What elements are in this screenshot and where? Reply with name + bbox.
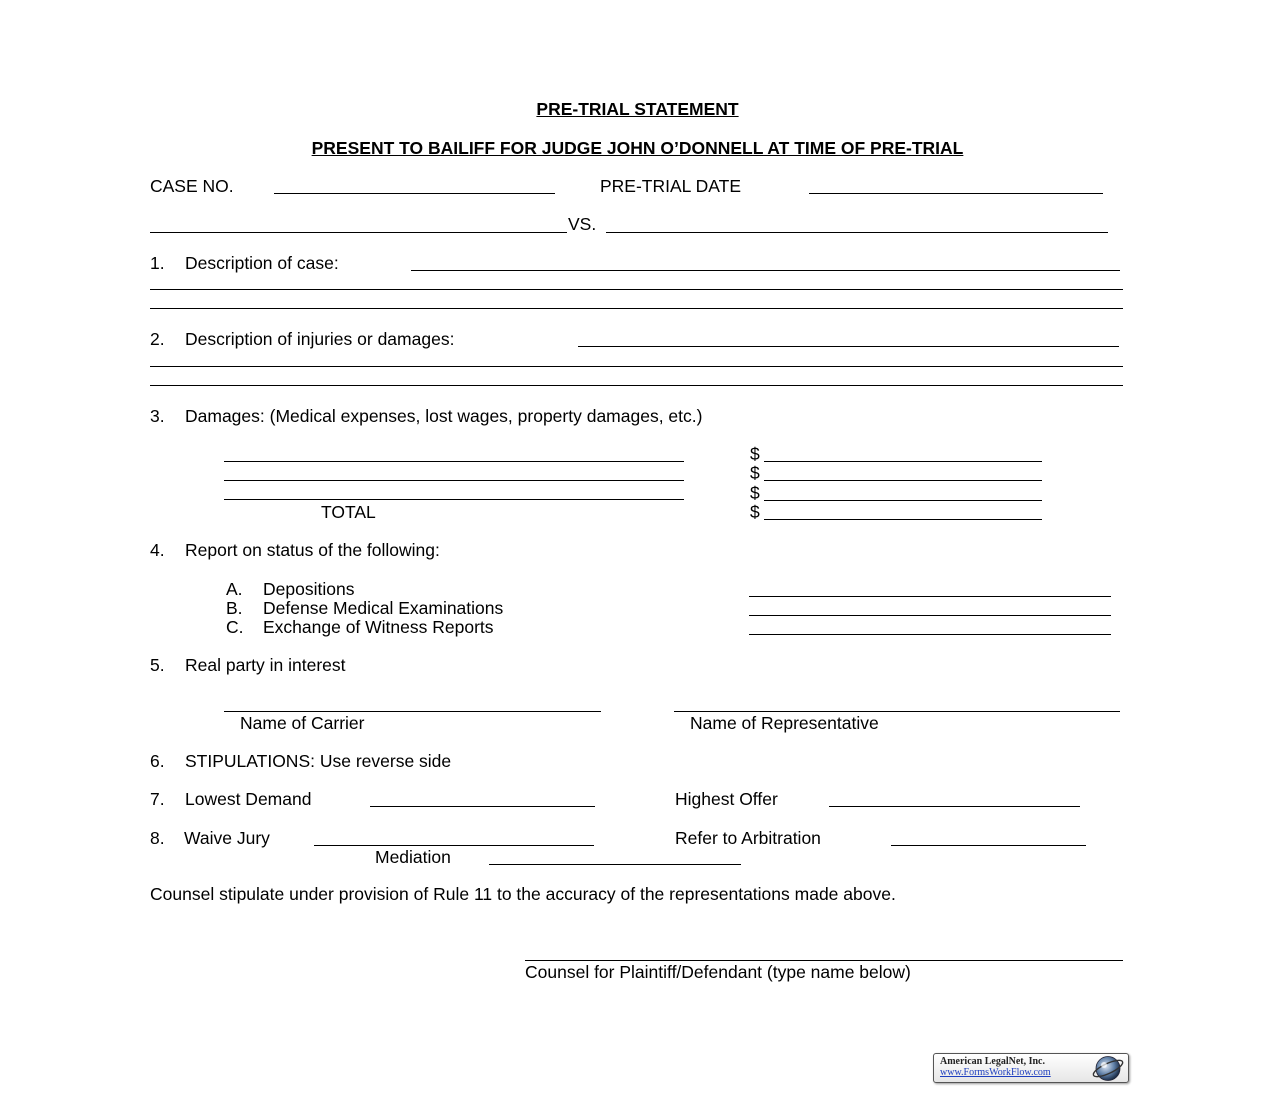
- representative-label: Name of Representative: [690, 713, 879, 733]
- item-c-letter: C.: [226, 617, 244, 637]
- injuries-description-field[interactable]: [578, 346, 1119, 347]
- company-name: American LegalNet, Inc.: [940, 1056, 1045, 1067]
- injuries-description-line-2[interactable]: [150, 366, 1123, 367]
- total-label: TOTAL: [321, 502, 376, 522]
- company-url-link[interactable]: www.FormsWorkFlow.com: [940, 1067, 1051, 1078]
- damage-total-field[interactable]: [764, 519, 1042, 520]
- pretrial-date-field[interactable]: [809, 193, 1103, 194]
- signature-label: Counsel for Plaintiff/Defendant (type name below): [525, 962, 911, 982]
- damage-item-2-field[interactable]: [224, 480, 684, 481]
- case-no-field[interactable]: [274, 193, 555, 194]
- mediation-field[interactable]: [489, 864, 741, 865]
- case-no-label: CASE NO.: [150, 176, 234, 196]
- section-4-label: Report on status of the following:: [185, 540, 440, 560]
- dollar-sign: $: [750, 463, 760, 483]
- refer-arbitration-field[interactable]: [891, 845, 1086, 846]
- waive-jury-field[interactable]: [314, 845, 594, 846]
- case-description-line-2[interactable]: [150, 289, 1123, 290]
- highest-offer-field[interactable]: [829, 806, 1080, 807]
- highest-offer-label: Highest Offer: [675, 789, 778, 809]
- refer-arbitration-label: Refer to Arbitration: [675, 828, 821, 848]
- section-2-number: 2.: [150, 329, 165, 349]
- medical-exams-status-field[interactable]: [749, 615, 1111, 616]
- damage-amount-3-field[interactable]: [764, 500, 1042, 501]
- section-4-number: 4.: [150, 540, 165, 560]
- lowest-demand-label: Lowest Demand: [185, 789, 312, 809]
- company-logo[interactable]: [933, 1053, 1129, 1083]
- item-a-letter: A.: [226, 579, 243, 599]
- plaintiff-field[interactable]: [150, 232, 567, 233]
- case-description-line-3[interactable]: [150, 308, 1123, 309]
- vs-label: VS.: [568, 214, 597, 234]
- section-5-number: 5.: [150, 655, 165, 675]
- dollar-sign: $: [750, 444, 760, 464]
- section-7-number: 7.: [150, 789, 165, 809]
- case-description-field[interactable]: [411, 270, 1120, 271]
- dollar-sign: $: [750, 502, 760, 522]
- section-1-number: 1.: [150, 253, 165, 273]
- damage-amount-1-field[interactable]: [764, 461, 1042, 462]
- pretrial-date-label: PRE-TRIAL DATE: [600, 176, 741, 196]
- item-b-letter: B.: [226, 598, 243, 618]
- form-title: PRE-TRIAL STATEMENT: [536, 99, 739, 119]
- section-1-label: Description of case:: [185, 253, 339, 273]
- section-2-label: Description of injuries or damages:: [185, 329, 455, 349]
- item-b-label: Defense Medical Examinations: [263, 598, 504, 618]
- globe-icon: [1088, 1055, 1126, 1082]
- counsel-signature-field[interactable]: [525, 960, 1123, 961]
- section-6-label: STIPULATIONS: Use reverse side: [185, 751, 452, 771]
- damage-item-1-field[interactable]: [224, 461, 684, 462]
- carrier-label: Name of Carrier: [240, 713, 365, 733]
- damage-amount-2-field[interactable]: [764, 480, 1042, 481]
- certification-text: Counsel stipulate under provision of Rule 11 to the accuracy of the representations made above.: [150, 884, 896, 904]
- form-subtitle: PRESENT TO BAILIFF FOR JUDGE JOHN O’DONNELL AT TIME OF PRE-TRIAL: [311, 138, 964, 158]
- mediation-label: Mediation: [375, 847, 451, 867]
- section-6-number: 6.: [150, 751, 165, 771]
- section-3-number: 3.: [150, 406, 165, 426]
- depositions-status-field[interactable]: [749, 596, 1111, 597]
- section-3-label: Damages: (Medical expenses, lost wages, property damages, etc.): [185, 406, 703, 426]
- item-a-label: Depositions: [263, 579, 355, 599]
- defendant-field[interactable]: [606, 232, 1108, 233]
- representative-name-field[interactable]: [674, 711, 1120, 712]
- section-5-label: Real party in interest: [185, 655, 346, 675]
- waive-jury-label: Waive Jury: [184, 828, 270, 848]
- item-c-label: Exchange of Witness Reports: [263, 617, 494, 637]
- damage-item-3-field[interactable]: [224, 499, 684, 500]
- dollar-sign: $: [750, 483, 760, 503]
- injuries-description-line-3[interactable]: [150, 385, 1123, 386]
- carrier-name-field[interactable]: [224, 711, 601, 712]
- section-8-number: 8.: [150, 828, 165, 848]
- witness-reports-status-field[interactable]: [749, 634, 1111, 635]
- lowest-demand-field[interactable]: [370, 806, 595, 807]
